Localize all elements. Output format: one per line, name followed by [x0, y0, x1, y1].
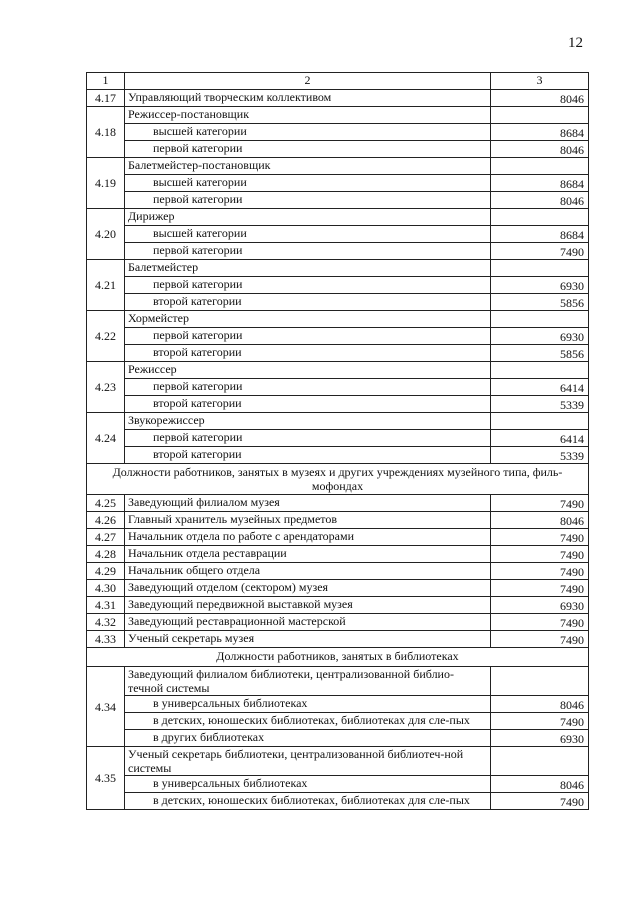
salary-value: 8046	[491, 696, 589, 713]
position-group-title: Ученый секретарь библиотеки, централизованной библиотеч-ной системы	[125, 747, 491, 776]
header-col-2: 2	[125, 73, 491, 90]
table-row	[87, 546, 589, 563]
group-item-row	[87, 141, 589, 158]
salary-table	[86, 72, 589, 810]
position-name: Начальник отдела реставрации	[125, 546, 491, 563]
salary-value: 6930	[491, 730, 589, 747]
group-title-row	[87, 107, 589, 124]
salary-value-empty	[491, 413, 589, 430]
position-group-title: Режиссер	[125, 362, 491, 379]
position-name: Заведующий передвижной выставкой музея	[125, 597, 491, 614]
table-row	[87, 580, 589, 597]
salary-value: 6930	[491, 328, 589, 345]
position-category: второй категории	[125, 294, 491, 311]
group-item-row	[87, 294, 589, 311]
row-number: 4.34	[87, 667, 125, 747]
position-name: Главный хранитель музейных предметов	[125, 512, 491, 529]
section-title: Должности работников, занятых в библиотеках	[87, 648, 589, 667]
group-item-row	[87, 175, 589, 192]
row-number: 4.31	[87, 597, 125, 614]
group-item-row	[87, 243, 589, 260]
salary-value: 7490	[491, 580, 589, 597]
position-category: в детских, юношеских библиотеках, библиотеках для сле-пых	[125, 793, 491, 810]
position-category: в других библиотеках	[125, 730, 491, 747]
table-row	[87, 614, 589, 631]
row-number: 4.21	[87, 260, 125, 311]
group-item-row	[87, 696, 589, 713]
salary-value: 5339	[491, 447, 589, 464]
group-item-row	[87, 793, 589, 810]
group-title-row	[87, 158, 589, 175]
group-item-row	[87, 124, 589, 141]
salary-value: 8046	[491, 90, 589, 107]
position-category: в универсальных библиотеках	[125, 696, 491, 713]
row-number: 4.18	[87, 107, 125, 158]
salary-value: 8046	[491, 192, 589, 209]
header-row	[87, 73, 589, 90]
salary-value-empty	[491, 260, 589, 277]
section-header-row	[87, 464, 589, 495]
position-category: в детских, юношеских библиотеках, библиотеках для сле-пых	[125, 713, 491, 730]
group-title-row	[87, 362, 589, 379]
position-group-title: Звукорежиссер	[125, 413, 491, 430]
position-name: Заведующий филиалом музея	[125, 495, 491, 512]
table-row	[87, 512, 589, 529]
group-title-row	[87, 667, 589, 696]
salary-value-empty	[491, 747, 589, 776]
row-number: 4.23	[87, 362, 125, 413]
salary-value-empty	[491, 311, 589, 328]
group-item-row	[87, 226, 589, 243]
salary-value-empty	[491, 209, 589, 226]
table-row	[87, 563, 589, 580]
position-name: Заведующий отделом (сектором) музея	[125, 580, 491, 597]
position-category: в универсальных библиотеках	[125, 776, 491, 793]
position-category: первой категории	[125, 379, 491, 396]
salary-value: 6414	[491, 430, 589, 447]
group-item-row	[87, 396, 589, 413]
salary-value: 7490	[491, 713, 589, 730]
salary-value: 5856	[491, 294, 589, 311]
group-item-row	[87, 713, 589, 730]
group-item-row	[87, 730, 589, 747]
section-header-row	[87, 648, 589, 667]
salary-value: 7490	[491, 546, 589, 563]
table-row	[87, 90, 589, 107]
row-number: 4.19	[87, 158, 125, 209]
salary-value: 7490	[491, 631, 589, 648]
group-item-row	[87, 776, 589, 793]
group-title-row	[87, 413, 589, 430]
group-item-row	[87, 277, 589, 294]
position-category: первой категории	[125, 141, 491, 158]
position-category: высшей категории	[125, 124, 491, 141]
position-name: Начальник общего отдела	[125, 563, 491, 580]
table-body	[87, 73, 589, 810]
salary-value: 7490	[491, 243, 589, 260]
salary-value-empty	[491, 158, 589, 175]
row-number: 4.30	[87, 580, 125, 597]
group-title-row	[87, 747, 589, 776]
salary-value: 7490	[491, 563, 589, 580]
position-name: Заведующий реставрационной мастерской	[125, 614, 491, 631]
salary-value: 8046	[491, 141, 589, 158]
position-group-title: Режиссер-постановщик	[125, 107, 491, 124]
table-row	[87, 631, 589, 648]
salary-value-empty	[491, 107, 589, 124]
position-name: Управляющий творческим коллективом	[125, 90, 491, 107]
salary-value: 7490	[491, 793, 589, 810]
position-category: первой категории	[125, 277, 491, 294]
salary-value: 7490	[491, 614, 589, 631]
salary-value: 6930	[491, 277, 589, 294]
row-number: 4.29	[87, 563, 125, 580]
group-title-row	[87, 311, 589, 328]
position-group-title: Дирижер	[125, 209, 491, 226]
row-number: 4.20	[87, 209, 125, 260]
table-row	[87, 495, 589, 512]
position-category: высшей категории	[125, 226, 491, 243]
position-group-title: Заведующий филиалом библиотеки, централизованной библио-течной системы	[125, 667, 491, 696]
salary-value: 8046	[491, 776, 589, 793]
row-number: 4.27	[87, 529, 125, 546]
salary-value: 7490	[491, 495, 589, 512]
group-title-row	[87, 260, 589, 277]
row-number: 4.35	[87, 747, 125, 810]
row-number: 4.17	[87, 90, 125, 107]
header-col-1: 1	[87, 73, 125, 90]
position-category: высшей категории	[125, 175, 491, 192]
row-number: 4.25	[87, 495, 125, 512]
position-category: первой категории	[125, 243, 491, 260]
table-row	[87, 529, 589, 546]
position-category: первой категории	[125, 430, 491, 447]
row-number: 4.33	[87, 631, 125, 648]
salary-value: 5856	[491, 345, 589, 362]
position-category: первой категории	[125, 192, 491, 209]
header-col-3: 3	[491, 73, 589, 90]
section-title: Должности работников, занятых в музеях и других учреждениях музейного типа, филь-мофондах	[87, 464, 589, 495]
group-item-row	[87, 328, 589, 345]
table-row	[87, 597, 589, 614]
group-title-row	[87, 209, 589, 226]
position-name: Ученый секретарь музея	[125, 631, 491, 648]
position-category: первой категории	[125, 328, 491, 345]
row-number: 4.28	[87, 546, 125, 563]
group-item-row	[87, 430, 589, 447]
position-group-title: Хормейстер	[125, 311, 491, 328]
salary-value: 5339	[491, 396, 589, 413]
salary-value: 8684	[491, 226, 589, 243]
salary-value: 8684	[491, 124, 589, 141]
salary-value-empty	[491, 667, 589, 696]
position-name: Начальник отдела по работе с арендаторами	[125, 529, 491, 546]
position-category: второй категории	[125, 396, 491, 413]
row-number: 4.32	[87, 614, 125, 631]
position-group-title: Балетмейстер	[125, 260, 491, 277]
salary-value: 7490	[491, 529, 589, 546]
position-group-title: Балетмейстер-постановщик	[125, 158, 491, 175]
group-item-row	[87, 192, 589, 209]
group-item-row	[87, 447, 589, 464]
group-item-row	[87, 379, 589, 396]
group-item-row	[87, 345, 589, 362]
row-number: 4.22	[87, 311, 125, 362]
row-number: 4.24	[87, 413, 125, 464]
position-category: второй категории	[125, 345, 491, 362]
salary-value: 8684	[491, 175, 589, 192]
row-number: 4.26	[87, 512, 125, 529]
salary-value-empty	[491, 362, 589, 379]
salary-value: 6414	[491, 379, 589, 396]
page-number: 12	[568, 35, 583, 51]
salary-value: 8046	[491, 512, 589, 529]
salary-value: 6930	[491, 597, 589, 614]
position-category: второй категории	[125, 447, 491, 464]
